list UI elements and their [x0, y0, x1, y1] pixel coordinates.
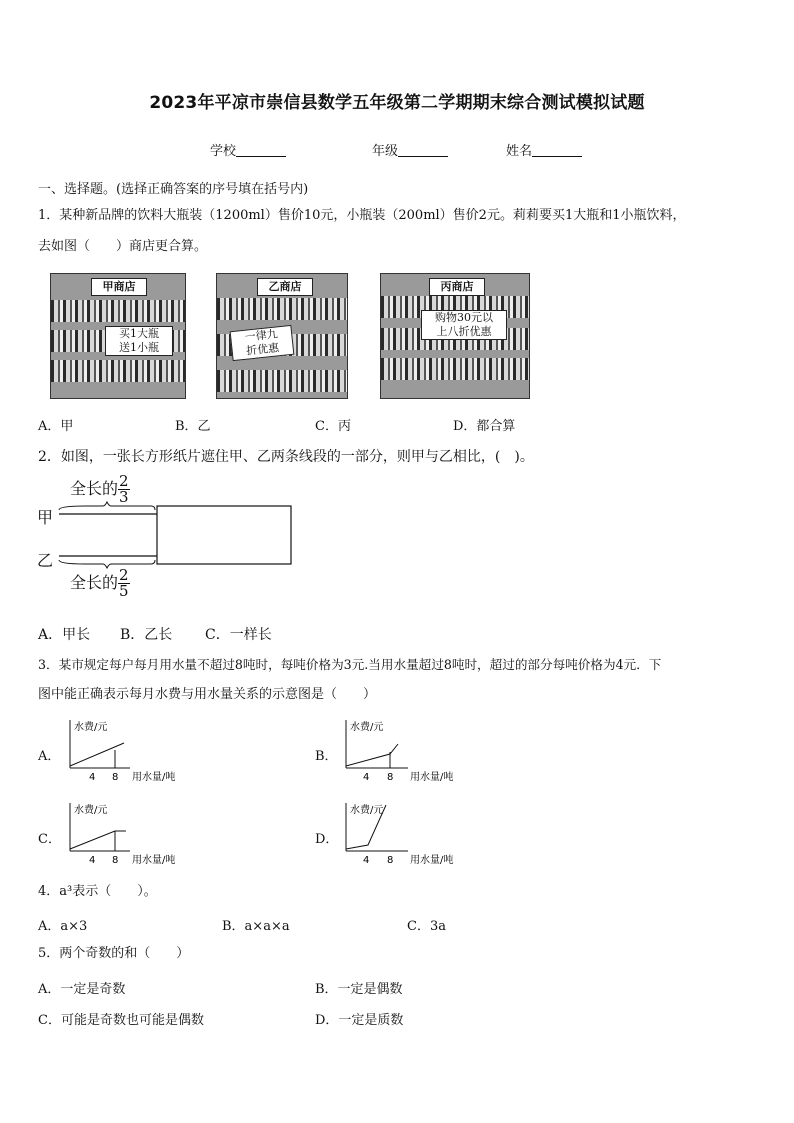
q1-option-b[interactable]: B．乙: [175, 419, 211, 434]
q2-jia-brace: [59, 502, 155, 510]
q3-graph-b-xlabel: 用水量/吨: [410, 772, 454, 783]
q2-top-numerator: 2: [119, 472, 129, 490]
q2-line-diagram: [55, 500, 300, 570]
q2-bottom-label-text: 全长的: [70, 573, 119, 592]
q4-text: 4．a³表示（ ）。: [38, 884, 157, 899]
grade-blank: [398, 144, 448, 157]
q2-yi-brace: [59, 560, 155, 568]
q3-graph-c-xlabel: 用水量/吨: [132, 855, 176, 866]
name-field: [506, 140, 582, 159]
q3-text-line1: 3．某市规定每户每月用水量不超过8吨时，每吨价格为3元.当用水量超过8吨时，超过的部分每吨价格为4元．下: [38, 657, 662, 672]
page-title: 2023年平凉市崇信县数学五年级第二学期期末综合测试模拟试题: [149, 93, 645, 113]
school-blank: [236, 144, 286, 157]
q3-graph-a-line: [70, 743, 124, 766]
q1-option-c[interactable]: C．丙: [315, 419, 351, 434]
shop-bing-image: [380, 273, 530, 399]
q1-text-line2: 去如图（ ）商店更合算。: [38, 239, 208, 254]
q2-option-b[interactable]: B．乙长: [120, 627, 173, 643]
q2-option-a[interactable]: A．甲长: [38, 627, 91, 643]
grade-label: 年级: [372, 144, 399, 159]
q3-graph-b-tick-8: 8: [387, 772, 394, 783]
shop-yi-sign-line1: 一律九: [244, 327, 279, 344]
q5-option-c[interactable]: C．可能是奇数也可能是偶数: [38, 1013, 204, 1028]
q2-option-c[interactable]: C．一样长: [205, 627, 272, 643]
q2-jia-label: 甲: [37, 508, 54, 527]
q2-top-denominator: 3: [119, 488, 129, 506]
section-heading: 一、选择题。(选择正确答案的序号填在括号内): [38, 182, 309, 197]
q4-option-a[interactable]: A．a×3: [38, 919, 88, 934]
q3-option-a-letter[interactable]: A．: [38, 749, 61, 764]
q3-graph-c-tick-8: 8: [112, 855, 119, 866]
q3-option-d-letter[interactable]: D．: [315, 832, 339, 847]
q1-text-line1: 1．某种新品牌的饮料大瓶装（1200ml）售价10元，小瓶装（200ml）售价2元。莉莉要买1大瓶和1小瓶饮料，: [38, 208, 686, 223]
shop-jia-label: 甲商店: [91, 278, 147, 296]
q3-graph-d-tick-8: 8: [387, 855, 394, 866]
name-label: 姓名: [506, 144, 533, 159]
q3-graph-b[interactable]: [336, 716, 476, 786]
q3-graph-a-tick-4: 4: [89, 772, 96, 783]
q3-option-c-letter[interactable]: C．: [38, 832, 61, 847]
q2-top-label-text: 全长的: [70, 479, 119, 498]
q2-bottom-denominator: 5: [119, 582, 129, 600]
q5-option-a[interactable]: A．一定是奇数: [38, 982, 126, 997]
q3-graph-a[interactable]: [60, 716, 200, 786]
q3-graph-d[interactable]: [336, 799, 476, 869]
shop-bing-label: 丙商店: [429, 278, 485, 296]
q3-graph-c-tick-4: 4: [89, 855, 96, 866]
q2-bottom-label: [70, 568, 130, 599]
q3-graph-a-xlabel: 用水量/吨: [132, 772, 176, 783]
q2-bottom-numerator: 2: [119, 566, 129, 584]
q5-option-b[interactable]: B．一定是偶数: [315, 982, 403, 997]
shop-yi-image: [216, 273, 348, 399]
shop-jia-sign: [105, 326, 173, 356]
q2-text: 2．如图，一张长方形纸片遮住甲、乙两条线段的一部分，则甲与乙相比，( )。: [38, 449, 534, 465]
q2-paper-rectangle: [157, 506, 291, 564]
q3-text-line2: 图中能正确表示每月水费与用水量关系的示意图是（ ）: [38, 687, 377, 702]
shop-bing-sign: [421, 310, 507, 340]
q3-graph-c[interactable]: [60, 799, 200, 869]
q4-option-b[interactable]: B．a×a×a: [222, 919, 290, 934]
q3-graph-a-tick-8: 8: [112, 772, 119, 783]
shop-bing-sign-line2: 上八折优惠: [436, 325, 492, 338]
school-label: 学校: [210, 144, 237, 159]
q2-yi-label: 乙: [37, 551, 54, 570]
shop-yi-sign-line2: 折优惠: [245, 341, 280, 358]
shop-jia-sign-line2: 送1小瓶: [119, 341, 159, 354]
q3-graph-c-ylabel: 水费/元: [74, 805, 108, 816]
q3-graph-b-ylabel: 水费/元: [350, 722, 384, 733]
school-field: [210, 140, 286, 159]
name-blank: [532, 144, 582, 157]
q3-graph-d-tick-4: 4: [363, 855, 370, 866]
q4-option-c[interactable]: C．3a: [407, 919, 446, 934]
q3-graph-a-ylabel: 水费/元: [74, 722, 108, 733]
q3-graph-d-ylabel: 水费/元: [350, 805, 384, 816]
q5-option-d[interactable]: D．一定是质数: [315, 1013, 404, 1028]
grade-field: [372, 140, 448, 159]
q5-text: 5．两个奇数的和（ ）: [38, 946, 190, 961]
shop-jia-sign-line1: 买1大瓶: [119, 327, 159, 340]
q3-option-b-letter[interactable]: B．: [315, 749, 338, 764]
q2-bottom-fraction: [118, 568, 130, 599]
q3-graph-d-xlabel: 用水量/吨: [410, 855, 454, 866]
q1-option-d[interactable]: D．都合算: [453, 419, 516, 434]
shop-bing-sign-line1: 购物30元以: [435, 311, 493, 324]
shop-yi-label: 乙商店: [257, 278, 313, 296]
shop-jia-image: [50, 273, 186, 399]
q3-graph-c-line: [70, 831, 126, 849]
q3-graph-b-tick-4: 4: [363, 772, 370, 783]
q1-option-a[interactable]: A．甲: [38, 419, 74, 434]
